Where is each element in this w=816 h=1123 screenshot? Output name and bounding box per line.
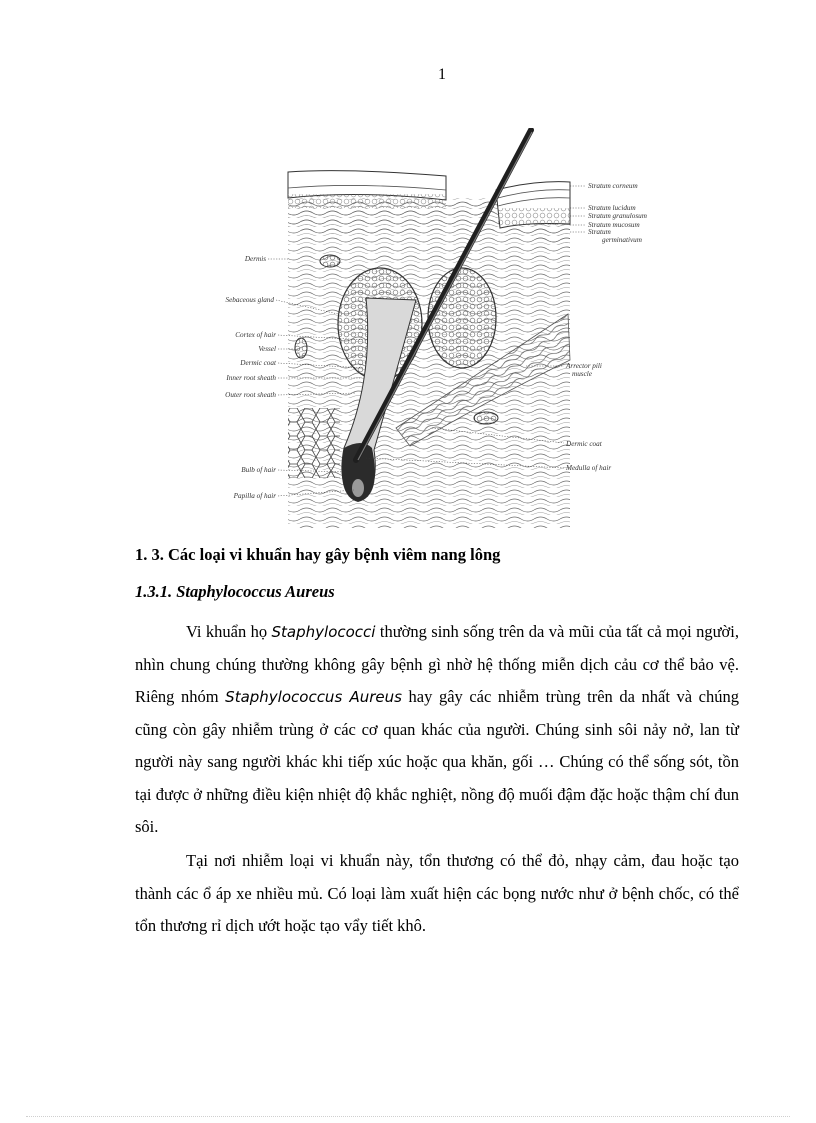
subsection-heading: 1.3.1. Staphylococcus Aureus	[135, 582, 335, 601]
paragraph-1	[135, 616, 739, 844]
label-arrector-pili: Arrector pili	[566, 362, 602, 370]
label-bulb-of-hair: Bulb of hair	[241, 466, 276, 474]
label-dermic-coat-left: Dermic coat	[240, 359, 276, 367]
papilla	[352, 479, 364, 497]
stratum-cells-left	[288, 194, 446, 208]
paragraph-2: Tại nơi nhiễm loại vi khuẩn này, tổn thương có thể đỏ, nhạy cảm, đau hoặc tạo thành các ổ áp xe nhiều mủ. Có loại làm xuất hiện các bọng nước như ở bệnh chốc, có thể tổn thương rỉ dịch ướt hoặc tạo vẩy tiết khô.	[135, 851, 739, 935]
section-heading: 1. 3. Các loại vi khuẩn hay gây bệnh viêm nang lông	[135, 545, 501, 564]
label-vessel: Vessel	[258, 345, 276, 353]
label-germinativum: germinativum	[602, 236, 642, 244]
label-papilla-of-hair: Papilla of hair	[233, 492, 276, 500]
label-muscle: muscle	[572, 370, 592, 378]
p1-species-staphylococcus-aureus: Staphylococcus Aureus	[225, 688, 402, 706]
label-stratum-corneum: Stratum corneum	[588, 182, 638, 190]
label-stratum: Stratum	[588, 228, 611, 236]
vessel-right	[474, 412, 498, 424]
stratum-cells-right	[498, 208, 570, 226]
page-number: 1	[438, 66, 446, 83]
label-medulla-of-hair: Medulla of hair	[566, 464, 612, 472]
label-stratum-granulosum: Stratum granulosum	[588, 212, 647, 220]
p1-species-staphylococci: Staphylococci	[271, 623, 376, 641]
fat-lobules	[288, 408, 340, 478]
label-outer-root-sheath: Outer root sheath	[225, 391, 276, 399]
label-inner-root-sheath: Inner root sheath	[226, 374, 276, 382]
vessel-small	[295, 338, 307, 358]
p1-text-c: thường sinh sống trên da và mũi của tất cả mọi người, nhìn chung chúng thường không gây bệnh gì nhờ hệ thống miễn dịch cảu cơ thể bảo vệ. Riêng nhóm	[135, 622, 739, 706]
label-sebaceous-gland: Sebaceous gland	[225, 296, 274, 304]
sebaceous-gland-right	[428, 268, 496, 368]
label-stratum-mucosum: Stratum mucosum	[588, 221, 640, 229]
hair-follicle-figure	[196, 128, 678, 528]
label-cortex-of-hair: Cortex of hair	[235, 331, 276, 339]
label-dermis: Dermis	[244, 255, 266, 263]
vessel-upper	[320, 255, 340, 267]
p1-text-e: hay gây các nhiễm trùng trên da nhất và chúng cũng còn gây nhiễm trùng ở các cơ quan khác của người. Chúng sinh sôi nảy nở, lan từ người này sang người khác khi tiếp xúc hoặc qua khăn, gối … Chúng có thể sống sót, tồn tại được ở những điều kiện nhiệt độ khắc nghiệt, nồng độ muối đậm đặc hoặc thậm chí đun sôi.	[135, 687, 740, 836]
figure-drawing	[196, 128, 678, 528]
footer-divider	[26, 1116, 790, 1117]
label-dermic-coat-right: Dermic coat	[566, 440, 602, 448]
p1-text-a: Vi khuẩn họ	[186, 622, 272, 641]
label-stratum-lucidum: Stratum lucidum	[588, 204, 636, 212]
